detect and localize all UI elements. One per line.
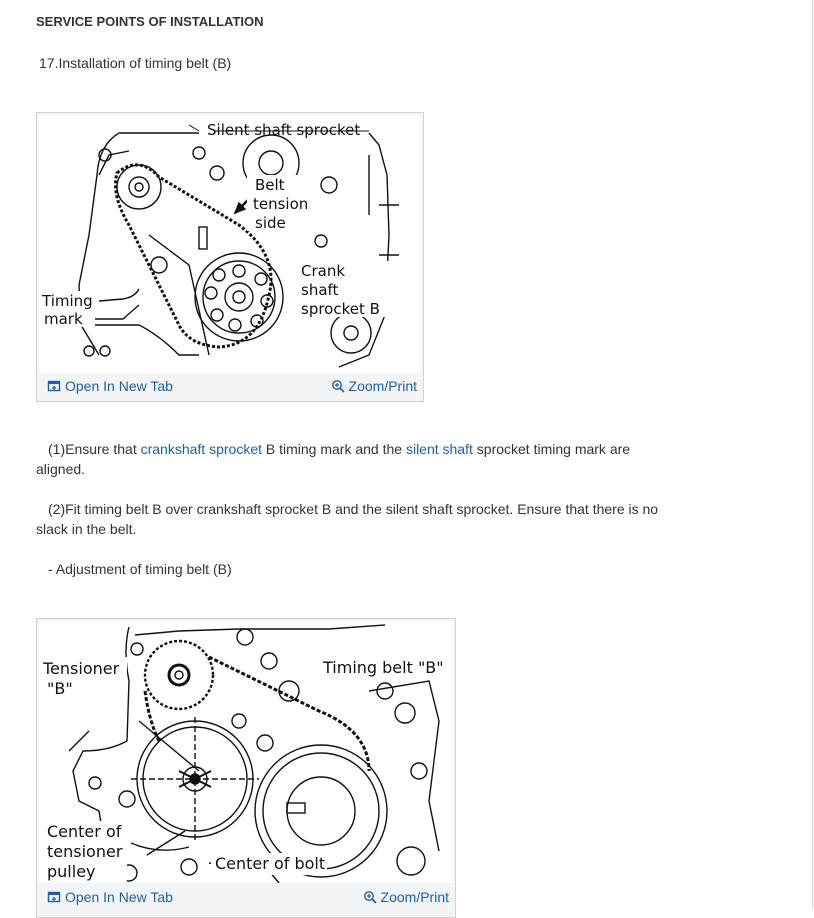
open-in-new-tab-link[interactable] [47, 378, 173, 394]
figure-image-2[interactable] [39, 621, 453, 883]
zoom-icon [363, 890, 377, 904]
section-heading: SERVICE POINTS OF INSTALLATION [36, 14, 264, 29]
silent-shaft-link[interactable]: silent shaft [405, 441, 473, 457]
timing-mark-label-line1: Timing [42, 292, 93, 310]
open-in-new-tab-label-2: Open In New Tab [65, 889, 173, 905]
zoom-icon [331, 379, 345, 393]
tensioner-b-label-line2: "B" [47, 679, 73, 698]
instruction-paragraph-2: (2)Fit timing belt B over crankshaft sprocket B and the silent shaft sprocket. Ensure that there is no slack in the belt. [36, 501, 659, 537]
new-tab-icon [47, 379, 61, 393]
open-in-new-tab-link-2[interactable] [47, 889, 173, 905]
step-title: 17.Installation of timing belt (B) [39, 55, 232, 71]
crank-label-line2: shaft [301, 281, 339, 299]
figure-toolbar [37, 374, 423, 400]
belt-tension-label-line1: Belt [255, 176, 285, 194]
belt-tension-label-line3: side [255, 214, 286, 232]
instruction-paragraph-1: (1)Ensure that crankshaft sprocket B timing mark and the silent shaft sprocket timing mark are aligned. [36, 441, 631, 477]
timing-mark-label-line2: mark [44, 310, 83, 328]
figure-image[interactable] [39, 115, 421, 373]
tensioner-b-drawing [39, 621, 453, 883]
crank-label-line1: Crank [301, 262, 346, 280]
page-right-border [812, 0, 813, 909]
timing-belt-b-label: Timing belt "B" [323, 658, 444, 677]
crank-label-line3: sprocket B [301, 300, 380, 318]
timing-belt-adjustment-figure [36, 618, 456, 918]
adjustment-subheading: - Adjustment of timing belt (B) [48, 561, 232, 577]
center-tensioner-label-line3: pulley [47, 862, 96, 881]
silent-shaft-sprocket-label: Silent shaft sprocket [207, 121, 361, 139]
zoom-print-label: Zoom/Print [348, 378, 417, 394]
crankshaft-sprocket-link[interactable]: crankshaft sprocket [140, 441, 262, 457]
timing-belt-installation-figure [36, 112, 424, 402]
tensioner-b-label-line1: Tensioner [43, 659, 120, 678]
zoom-print-link-2[interactable] [363, 889, 449, 905]
center-tensioner-label-line1: Center of [47, 822, 122, 841]
timing-belt-b-drawing [39, 115, 421, 373]
figure-toolbar-2 [37, 885, 455, 911]
center-tensioner-label-line2: tensioner [47, 842, 123, 861]
belt-tension-label-line2: tension [253, 195, 309, 213]
open-in-new-tab-label: Open In New Tab [65, 378, 173, 394]
zoom-print-link[interactable] [331, 378, 417, 394]
new-tab-icon [47, 890, 61, 904]
center-of-bolt-label: Center of bolt [215, 854, 326, 873]
zoom-print-label-2: Zoom/Print [380, 889, 449, 905]
